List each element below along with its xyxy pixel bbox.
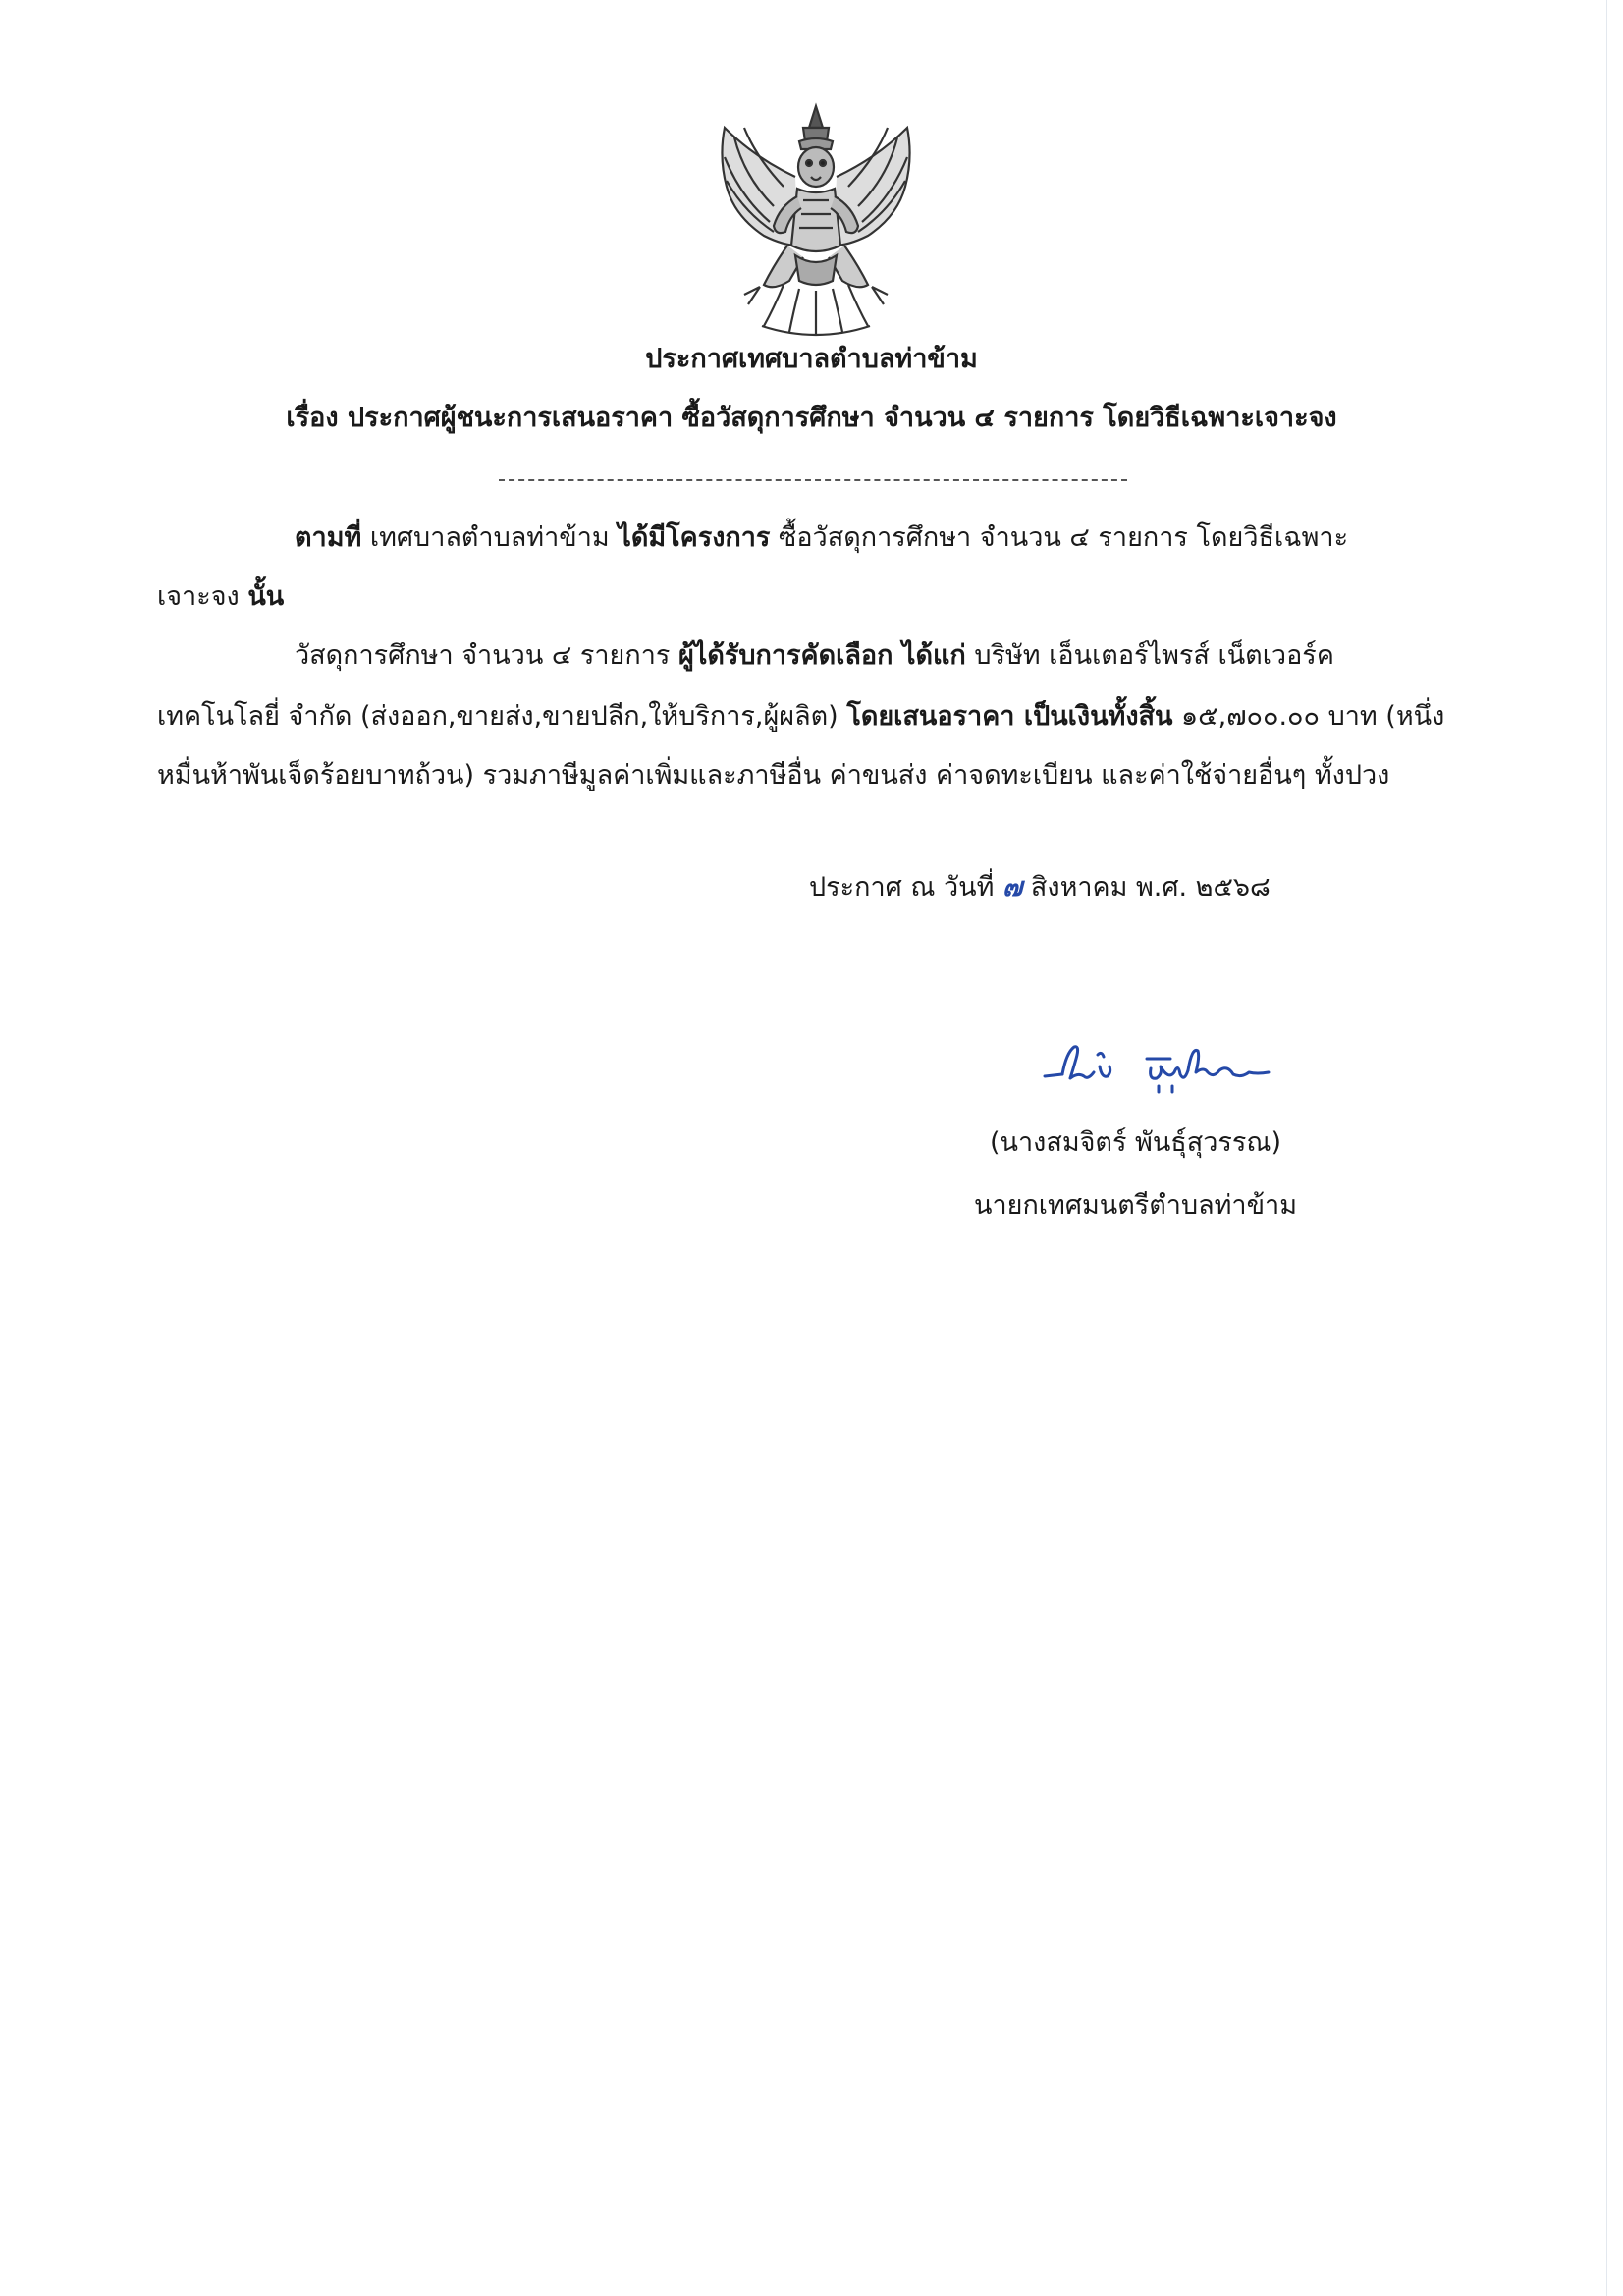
p1-line2-bold: นั้น <box>247 581 285 612</box>
paragraph-2-line-1 <box>295 636 1334 676</box>
announcement-title: ประกาศเทศบาลตำบลท่าข้าม <box>645 344 978 374</box>
p2-line2-company: เทคโนโลยี่ จำกัด (ส่งออก,ขายส่ง,ขายปลีก,ให้บริการ,ผู้ผลิต) <box>157 701 839 732</box>
paragraph-2-line-2 <box>157 697 1444 737</box>
paragraph-1-line-1 <box>295 519 1348 558</box>
p2-unit: บาท (หนึ่ง <box>1327 701 1445 732</box>
subject-line <box>0 399 1623 438</box>
signatory-position: นายกเทศมนตรีตำบลท่าข้าม <box>974 1190 1297 1221</box>
p2-line2-bold: โดยเสนอราคา เป็นเงินทั้งสิ้น <box>846 701 1173 732</box>
handwritten-signature <box>1041 1033 1282 1112</box>
p2-line1-bold: ผู้ได้รับการคัดเลือก ได้แก่ <box>677 640 966 671</box>
p1-line2-plain: เจาะจง <box>157 581 240 612</box>
subject-label: เรื่อง <box>286 403 339 433</box>
p1-mid: ได้มีโครงการ <box>618 522 771 553</box>
p2-amount: ๑๕,๗๐๐.๐๐ <box>1181 701 1321 732</box>
separator-line <box>499 479 1127 481</box>
signatory-name: (นางสมจิตร์ พันธุ์สุวรรณ) <box>990 1127 1282 1158</box>
p2-line1-company: บริษัท เอ็นเตอร์ไพรส์ เน็ตเวอร์ค <box>974 640 1334 671</box>
dateline <box>809 868 1271 907</box>
p1-lead: ตามที่ <box>295 522 362 553</box>
p1-rest: ซื้อวัสดุการศึกษา จำนวน ๔ รายการ โดยวิธีเฉพาะ <box>779 522 1349 553</box>
p2-line1-plain: วัสดุการศึกษา จำนวน ๔ รายการ <box>295 640 671 671</box>
garuda-emblem-icon <box>705 98 927 340</box>
paragraph-2-line-3: หมื่นห้าพันเจ็ดร้อยบาทถ้วน) รวมภาษีมูลค่าเพิ่มและภาษีอื่น ค่าขนส่ง ค่าจดทะเบียน และค่าใช้จ่ายอื่นๆ ทั้งปวง <box>157 760 1390 791</box>
dateline-prefix: ประกาศ ณ วันที่ <box>809 872 995 902</box>
subject-text: ประกาศผู้ชนะการเสนอราคา ซื้อวัสดุการศึกษา จำนวน ๔ รายการ โดยวิธีเฉพาะเจาะจง <box>347 403 1337 433</box>
dateline-day: ๗ <box>1002 872 1023 902</box>
p1-org: เทศบาลตำบลท่าข้าม <box>369 522 610 553</box>
dateline-suffix: สิงหาคม พ.ศ. ๒๕๖๘ <box>1030 872 1271 902</box>
paragraph-1-line-2 <box>157 577 284 617</box>
